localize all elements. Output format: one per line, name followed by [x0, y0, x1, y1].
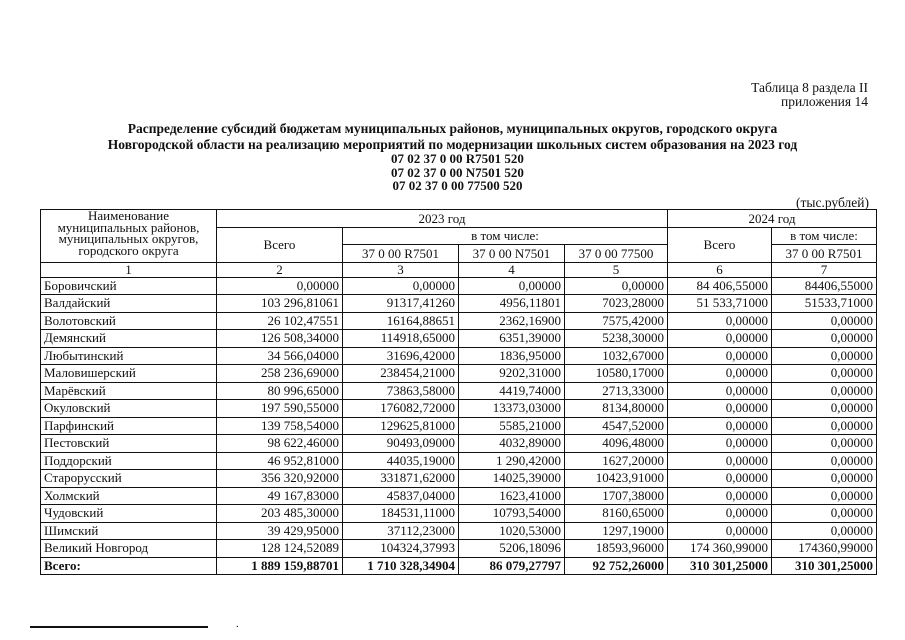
n7501-2023: 86 079,27797: [459, 557, 565, 575]
c77500-2023: 1627,20000: [565, 452, 668, 470]
total-row: [41, 557, 877, 575]
n7501-2023: 4032,89000: [459, 435, 565, 453]
header-year-2024: 2024 год: [668, 210, 877, 228]
n7501-2023: 6351,39000: [459, 330, 565, 348]
table-row: [41, 487, 877, 505]
table-row: [41, 540, 877, 558]
header-name: Наименование муниципальных районов, муниципальных округов, городского округа: [41, 210, 217, 263]
col-number: 4: [459, 262, 565, 277]
table-row: [41, 452, 877, 470]
r7501-2024: 174360,99000: [772, 540, 877, 558]
total-2024: 0,00000: [668, 417, 772, 435]
footer-mark: .: [236, 618, 239, 630]
district-name: Поддорский: [41, 452, 217, 470]
district-name: Чудовский: [41, 505, 217, 523]
c77500-2023: 1032,67000: [565, 347, 668, 365]
r7501-2023: 73863,58000: [343, 382, 459, 400]
total-2024: 0,00000: [668, 522, 772, 540]
total-2024: 0,00000: [668, 470, 772, 488]
r7501-2023: 44035,19000: [343, 452, 459, 470]
total-2024: 0,00000: [668, 400, 772, 418]
total-2024: 0,00000: [668, 330, 772, 348]
header-code-r7501-2024: 37 0 00 R7501: [772, 245, 877, 263]
r7501-2024: 84406,55000: [772, 277, 877, 295]
col-number: 3: [343, 262, 459, 277]
r7501-2024: 0,00000: [772, 347, 877, 365]
total-2023: 0,00000: [217, 277, 343, 295]
total-2023: 258 236,69000: [217, 365, 343, 383]
budget-code-2: 07 02 37 0 00 N7501 520: [391, 164, 524, 180]
total-2024: 0,00000: [668, 487, 772, 505]
n7501-2023: 1836,95000: [459, 347, 565, 365]
total-2023: 49 167,83000: [217, 487, 343, 505]
r7501-2023: 238454,21000: [343, 365, 459, 383]
total-2024: 0,00000: [668, 365, 772, 383]
r7501-2024: 0,00000: [772, 382, 877, 400]
total-2024: 0,00000: [668, 452, 772, 470]
r7501-2023: 0,00000: [343, 277, 459, 295]
table-row: [41, 312, 877, 330]
n7501-2023: 4419,74000: [459, 382, 565, 400]
c77500-2023: 1707,38000: [565, 487, 668, 505]
district-name: Марёвский: [41, 382, 217, 400]
n7501-2023: 10793,54000: [459, 505, 565, 523]
c77500-2023: 8160,65000: [565, 505, 668, 523]
r7501-2024: 310 301,25000: [772, 557, 877, 575]
total-2024: 84 406,55000: [668, 277, 772, 295]
r7501-2023: 1 710 328,34904: [343, 557, 459, 575]
r7501-2023: 90493,09000: [343, 435, 459, 453]
budget-codes: [0, 152, 905, 193]
table-row: [41, 382, 877, 400]
table-row: [41, 365, 877, 383]
district-name: Шимский: [41, 522, 217, 540]
r7501-2024: 0,00000: [772, 487, 877, 505]
c77500-2023: 7575,42000: [565, 312, 668, 330]
table-row: [41, 522, 877, 540]
r7501-2024: 0,00000: [772, 505, 877, 523]
n7501-2023: 13373,03000: [459, 400, 565, 418]
r7501-2024: 51533,71000: [772, 295, 877, 313]
footer-rule: [30, 626, 208, 628]
n7501-2023: 14025,39000: [459, 470, 565, 488]
document-title: [0, 121, 905, 152]
district-name: Любытинский: [41, 347, 217, 365]
c77500-2023: 2713,33000: [565, 382, 668, 400]
district-name: Маловишерский: [41, 365, 217, 383]
total-2023: 356 320,92000: [217, 470, 343, 488]
total-label: Всего:: [41, 557, 217, 575]
district-name: Пестовский: [41, 435, 217, 453]
total-2024: 51 533,71000: [668, 295, 772, 313]
n7501-2023: 4956,11801: [459, 295, 565, 313]
total-2023: 98 622,46000: [217, 435, 343, 453]
r7501-2024: 0,00000: [772, 435, 877, 453]
table-row: [41, 330, 877, 348]
r7501-2024: 0,00000: [772, 365, 877, 383]
district-name: Великий Новгород: [41, 540, 217, 558]
total-2024: 0,00000: [668, 312, 772, 330]
subsidy-table: [40, 209, 877, 575]
n7501-2023: 0,00000: [459, 277, 565, 295]
district-name: Старорусский: [41, 470, 217, 488]
c77500-2023: 0,00000: [565, 277, 668, 295]
c77500-2023: 1297,19000: [565, 522, 668, 540]
r7501-2023: 176082,72000: [343, 400, 459, 418]
title-line-2: Новгородской области на реализацию мероприятий по модернизации школьных систем образования на 2023 год: [107, 136, 798, 152]
c77500-2023: 18593,96000: [565, 540, 668, 558]
total-2024: 310 301,25000: [668, 557, 772, 575]
table-row: [41, 435, 877, 453]
r7501-2023: 91317,41260: [343, 295, 459, 313]
n7501-2023: 5585,21000: [459, 417, 565, 435]
district-name: Холмский: [41, 487, 217, 505]
c77500-2023: 4547,52000: [565, 417, 668, 435]
n7501-2023: 1623,41000: [459, 487, 565, 505]
district-name: Окуловский: [41, 400, 217, 418]
table-row: [41, 417, 877, 435]
total-2024: 0,00000: [668, 505, 772, 523]
total-2023: 34 566,04000: [217, 347, 343, 365]
header-year-2023: 2023 год: [217, 210, 668, 228]
total-2023: 103 296,81061: [217, 295, 343, 313]
total-2023: 128 124,52089: [217, 540, 343, 558]
header-code-77500: 37 0 00 77500: [565, 245, 668, 263]
r7501-2023: 331871,62000: [343, 470, 459, 488]
table-reference-line-1: Таблица 8 раздела II: [751, 80, 868, 95]
c77500-2023: 4096,48000: [565, 435, 668, 453]
c77500-2023: 7023,28000: [565, 295, 668, 313]
district-name: Демянский: [41, 330, 217, 348]
total-2023: 39 429,95000: [217, 522, 343, 540]
table-reference-line-2: приложения 14: [780, 94, 868, 109]
table-row: [41, 470, 877, 488]
n7501-2023: 5206,18096: [459, 540, 565, 558]
col-number: 6: [668, 262, 772, 277]
header-code-r7501: 37 0 00 R7501: [343, 245, 459, 263]
table-row: [41, 295, 877, 313]
n7501-2023: 1 290,42000: [459, 452, 565, 470]
table-row: [41, 277, 877, 295]
total-2023: 126 508,34000: [217, 330, 343, 348]
r7501-2023: 37112,23000: [343, 522, 459, 540]
budget-code-3: 07 02 37 0 00 77500 520: [392, 178, 523, 193]
total-2023: 197 590,55000: [217, 400, 343, 418]
r7501-2024: 0,00000: [772, 522, 877, 540]
district-name: Валдайский: [41, 295, 217, 313]
units-label: (тыс.рублей): [796, 195, 869, 210]
total-2023: 139 758,54000: [217, 417, 343, 435]
r7501-2024: 0,00000: [772, 452, 877, 470]
total-2024: 0,00000: [668, 347, 772, 365]
n7501-2023: 2362,16900: [459, 312, 565, 330]
col-number: 7: [772, 262, 877, 277]
r7501-2024: 0,00000: [772, 312, 877, 330]
col-number: 1: [41, 262, 217, 277]
c77500-2023: 10580,17000: [565, 365, 668, 383]
c77500-2023: 92 752,26000: [565, 557, 668, 575]
district-name: Парфинский: [41, 417, 217, 435]
header-including-2023: в том числе:: [343, 227, 668, 245]
r7501-2023: 104324,37993: [343, 540, 459, 558]
total-2024: 0,00000: [668, 435, 772, 453]
r7501-2023: 16164,88651: [343, 312, 459, 330]
r7501-2023: 31696,42000: [343, 347, 459, 365]
budget-code-1: 07 02 37 0 00 R7501 520: [391, 151, 524, 166]
table-row: [41, 400, 877, 418]
c77500-2023: 5238,30000: [565, 330, 668, 348]
total-2023: 80 996,65000: [217, 382, 343, 400]
n7501-2023: 9202,31000: [459, 365, 565, 383]
r7501-2024: 0,00000: [772, 400, 877, 418]
r7501-2024: 0,00000: [772, 470, 877, 488]
header-code-n7501: 37 0 00 N7501: [459, 245, 565, 263]
total-2024: 0,00000: [668, 382, 772, 400]
col-number: 2: [217, 262, 343, 277]
n7501-2023: 1020,53000: [459, 522, 565, 540]
total-2023: 1 889 159,88701: [217, 557, 343, 575]
district-name: Волотовский: [41, 312, 217, 330]
table-row: [41, 505, 877, 523]
total-2023: 46 952,81000: [217, 452, 343, 470]
table-row: [41, 347, 877, 365]
r7501-2023: 129625,81000: [343, 417, 459, 435]
table-reference: [751, 81, 868, 109]
r7501-2024: 0,00000: [772, 330, 877, 348]
total-2024: 174 360,99000: [668, 540, 772, 558]
total-2023: 26 102,47551: [217, 312, 343, 330]
header-total-2024: Всего: [668, 227, 772, 262]
header-including-2024: в том числе:: [772, 227, 877, 245]
r7501-2023: 184531,11000: [343, 505, 459, 523]
col-number: 5: [565, 262, 668, 277]
c77500-2023: 8134,80000: [565, 400, 668, 418]
r7501-2024: 0,00000: [772, 417, 877, 435]
c77500-2023: 10423,91000: [565, 470, 668, 488]
total-2023: 203 485,30000: [217, 505, 343, 523]
r7501-2023: 45837,04000: [343, 487, 459, 505]
r7501-2023: 114918,65000: [343, 330, 459, 348]
title-line-1: Распределение субсидий бюджетам муниципальных районов, муниципальных округов, городского округа: [127, 121, 778, 136]
district-name: Боровичский: [41, 277, 217, 295]
header-total-2023: Всего: [217, 227, 343, 262]
table-body: [41, 277, 877, 575]
